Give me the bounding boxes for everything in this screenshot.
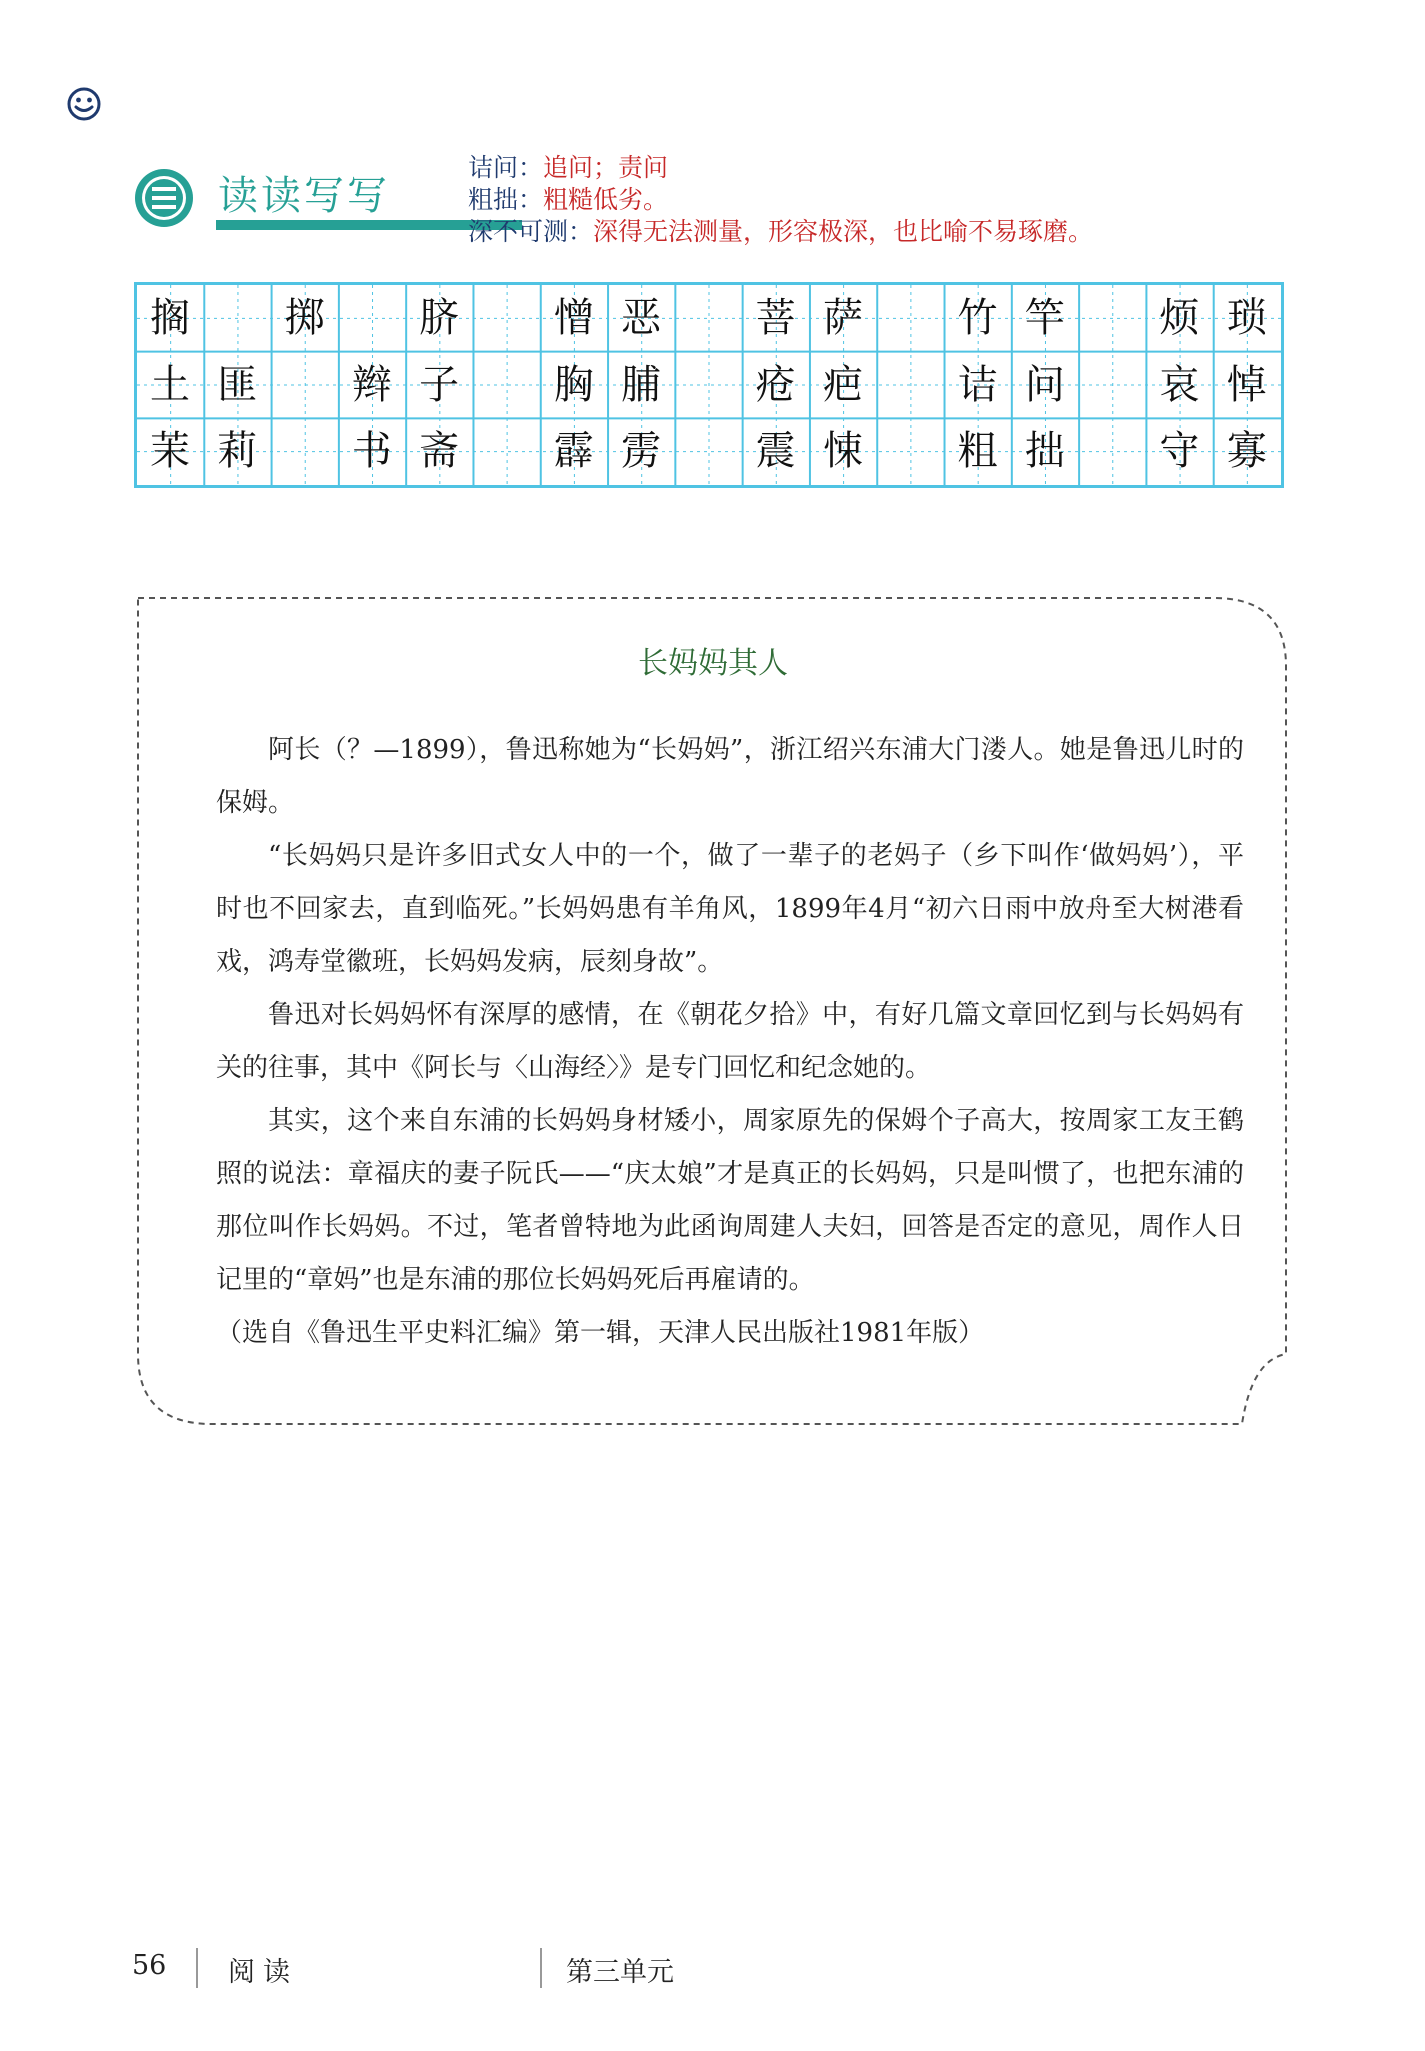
glossary-entry [468, 184, 1328, 216]
character-cell: 子 [419, 361, 460, 408]
character-cell: 粗 [957, 428, 998, 475]
character-cell: 哀 [1159, 361, 1200, 408]
footer-section: 阅读 [228, 1957, 298, 1988]
glossary-entry [468, 216, 1328, 248]
character-cell: 竿 [1024, 295, 1065, 341]
character-cell: 脐 [419, 295, 460, 341]
character-cell: 斋 [419, 428, 460, 475]
reading-body [216, 724, 1244, 1360]
character-cell: 雳 [621, 428, 662, 475]
character-cell: 守 [1159, 428, 1200, 475]
character-cell: 萨 [822, 295, 863, 341]
character-cell: 掷 [284, 295, 325, 341]
reading-paragraph: 其实，这个来自东浦的长妈妈身材矮小，周家原先的保姆个子高大，按周家工友王鹤照的说法：章福庆的妻子阮氏——“庆太娘”才是真正的长妈妈，只是叫惯了，也把东浦的那位叫作长妈妈。不过，笔者曾特地为此函询周建人夫妇，回答是否定的意见，周作人日记里的“章妈”也是东浦的那位长妈妈死后再雇请的。 [216, 1106, 1244, 1295]
character-row [137, 418, 1281, 484]
character-cell: 疤 [822, 361, 863, 408]
character-cell: 诘 [957, 361, 998, 408]
character-cell: 搁 [150, 295, 190, 341]
list-badge-icon [132, 166, 196, 230]
glossary-definition: 追问；责问 [543, 153, 669, 182]
character-cell: 莉 [217, 428, 258, 475]
glossary-term: 诘问： [468, 153, 544, 182]
section-title: 读读写写 [218, 173, 390, 219]
character-cell: 琐 [1226, 295, 1267, 341]
character-cell: 拙 [1024, 428, 1065, 475]
character-cell: 悼 [1226, 361, 1267, 408]
section-header [132, 162, 392, 232]
reading-paragraph: 鲁迅对长妈妈怀有深厚的感情，在《朝花夕拾》中，有好几篇文章回忆到与长妈妈有关的往事，其中《阿长与〈山海经〉》是专门回忆和纪念她的。 [216, 1000, 1244, 1083]
character-cell: 书 [351, 428, 392, 475]
character-grid [134, 282, 1284, 488]
character-cell: 胸 [553, 361, 594, 408]
character-row [137, 352, 1281, 418]
character-cell: 寡 [1226, 428, 1267, 475]
character-cell: 竹 [957, 295, 998, 341]
character-cell: 疮 [755, 361, 796, 408]
character-cell: 辫 [351, 361, 392, 408]
reading-title: 长妈妈其人 [638, 646, 788, 681]
character-cell: 震 [755, 428, 796, 475]
glossary-term: 深不可测： [468, 217, 594, 246]
glossary [468, 152, 1328, 248]
page-footer [0, 1946, 1425, 1996]
character-cell: 土 [150, 361, 190, 408]
footer-unit: 第三单元 [566, 1957, 674, 1988]
smiley-icon [66, 86, 102, 122]
character-cell: 憎 [553, 295, 594, 341]
glossary-entry [468, 152, 1328, 184]
character-cell: 恶 [621, 295, 662, 341]
character-cell: 悚 [822, 428, 863, 475]
footer-divider [196, 1948, 198, 1988]
footer-divider [540, 1948, 542, 1988]
reading-paragraph: “长妈妈只是许多旧式女人中的一个，做了一辈子的老妈子（乡下叫作‘做妈妈’），平时也不回家去，直到临死。”长妈妈患有羊角风，1899年4月“初六日雨中放舟至大树港看戏，鸿寿堂徽班，长妈妈发病，辰刻身故”。 [216, 841, 1244, 977]
character-cell: 脯 [621, 361, 662, 408]
character-cell: 菩 [755, 295, 796, 341]
glossary-term: 粗拙： [468, 185, 544, 214]
reading-box [134, 594, 1292, 1428]
glossary-definition: 粗糙低劣。 [543, 185, 669, 214]
character-cell: 匪 [217, 361, 258, 408]
glossary-definition: 深得无法测量，形容极深，也比喻不易琢磨。 [593, 217, 1094, 246]
character-cell: 霹 [553, 428, 594, 475]
character-cell: 烦 [1159, 295, 1200, 341]
reading-source: （选自《鲁迅生平史料汇编》第一辑，天津人民出版社1981年版） [216, 1318, 985, 1348]
character-cell: 问 [1024, 361, 1065, 408]
character-cell: 茉 [150, 428, 190, 475]
character-row [137, 285, 1281, 351]
reading-paragraph: 阿长（？—1899），鲁迅称她为“长妈妈”，浙江绍兴东浦大门溇人。她是鲁迅儿时的保姆。 [216, 735, 1244, 818]
page-number: 56 [132, 1950, 167, 1981]
